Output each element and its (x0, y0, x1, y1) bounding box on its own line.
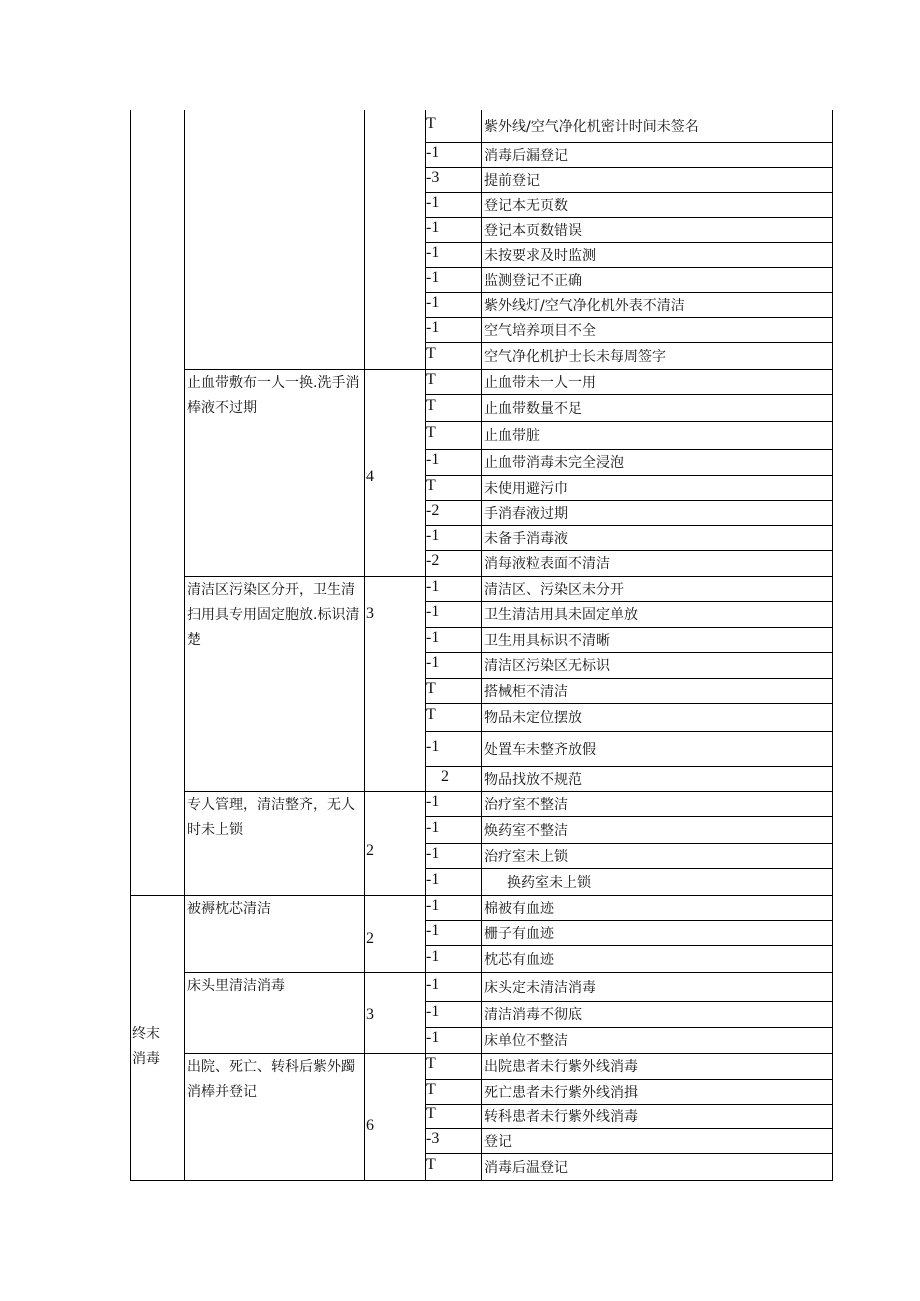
deduction-item: 床头定未清洁消毒 (484, 979, 596, 996)
deduction-score: T (426, 396, 436, 414)
row-divider (425, 1079, 833, 1080)
deduction-item: 止血带数量不足 (484, 400, 582, 417)
deduction-score: -1 (426, 318, 440, 336)
row-divider (425, 731, 833, 732)
row-divider (425, 192, 833, 193)
row-divider (425, 1153, 833, 1154)
deduction-score: T (426, 679, 436, 697)
deduction-item: 治疗室未上锁 (484, 848, 568, 865)
deduction-item: 空气培养项目不全 (484, 322, 596, 339)
deduction-score: -1 (426, 870, 440, 888)
criterion-divider (184, 1053, 426, 1054)
row-divider (425, 868, 833, 869)
row-divider (425, 1128, 833, 1129)
row-divider (425, 1104, 833, 1105)
column-border (184, 110, 185, 1181)
criterion-standard: 被褥枕芯清洁 (187, 901, 271, 917)
row-divider (425, 167, 833, 168)
deduction-item: 出院患者未行紫外线消毒 (484, 1059, 638, 1075)
deduction-item: 消毒后温登记 (484, 1159, 568, 1176)
deduction-score: -1 (426, 243, 440, 261)
criterion-standard: 床头里清洁消毒 (187, 978, 285, 994)
deduction-item: 清洁消毒不彻底 (484, 1007, 582, 1023)
deduction-item: 紫外线灯/空气净化机外表不清洁 (484, 297, 685, 314)
row-divider (425, 945, 833, 946)
deduction-score: -1 (426, 844, 440, 862)
deduction-score: -1 (426, 451, 440, 468)
row-divider (425, 449, 833, 450)
section-divider (130, 895, 185, 896)
deduction-item: 栅子有血迹 (484, 925, 554, 942)
category-label: 终末消毒 (132, 1025, 160, 1067)
criterion-divider (184, 972, 426, 973)
deduction-item: 登记本无页数 (484, 197, 568, 214)
deduction-score: -1 (426, 526, 440, 544)
deduction-score: T (426, 476, 436, 494)
row-divider (425, 920, 833, 921)
column-border (364, 110, 365, 1181)
deduction-item: 转科患者未行紫外线消毒 (484, 1109, 638, 1125)
row-divider (425, 576, 833, 577)
criterion-divider (184, 895, 426, 896)
deduction-item: 处置车未整齐放假 (484, 741, 596, 758)
deduction-score: -1 (426, 792, 440, 810)
deduction-score: T (426, 344, 436, 362)
criterion-points: 4 (366, 468, 374, 485)
row-divider (425, 652, 833, 653)
deduction-score: -1 (426, 947, 440, 965)
deduction-item: 监测登记不正确 (484, 272, 582, 289)
row-divider (425, 766, 833, 767)
deduction-score: -2 (426, 552, 440, 569)
deduction-score: -1 (426, 975, 440, 993)
deduction-item: 搭械柜不清洁 (484, 683, 568, 700)
deduction-score: -1 (426, 896, 440, 914)
criterion-points: 3 (366, 605, 374, 622)
row-divider (425, 394, 833, 395)
row-divider (425, 242, 833, 243)
row-divider (425, 1053, 833, 1054)
row-divider (425, 816, 833, 817)
deduction-score: -1 (426, 1003, 440, 1020)
criterion-points: 2 (366, 842, 374, 859)
deduction-score: -1 (426, 737, 440, 755)
criterion-points: 2 (366, 930, 374, 947)
deduction-item: 手消春液过期 (484, 505, 568, 522)
column-border (481, 110, 482, 1181)
row-divider (425, 895, 833, 896)
deduction-score: T (426, 706, 436, 723)
deduction-item: 未使用避污巾 (484, 480, 568, 497)
row-divider (425, 627, 833, 628)
deduction-score: T (426, 370, 436, 388)
deduction-score: -1 (426, 577, 440, 595)
row-divider (425, 1027, 833, 1028)
deduction-item: 清洁区、污染区未分开 (484, 581, 624, 598)
deduction-score: -1 (426, 654, 440, 671)
criterion-standard: 专人管理，清洁整齐，无人时未上锁 (187, 797, 355, 838)
row-divider (425, 267, 833, 268)
deduction-item: 提前登记 (484, 172, 540, 189)
row-divider (425, 550, 833, 551)
deduction-item: 物品找放不规范 (484, 771, 582, 788)
row-divider (425, 1001, 833, 1002)
deduction-item: 登记 (484, 1133, 512, 1150)
row-divider (425, 678, 833, 679)
deduction-score: T (426, 424, 436, 441)
deduction-score: -2 (426, 501, 440, 519)
deduction-item: 物品未定位摆放 (484, 710, 582, 726)
deduction-item: 止血带脏 (484, 428, 540, 444)
deduction-score: -1 (426, 218, 440, 236)
deduction-score: -1 (426, 268, 440, 286)
deduction-item: 床单位不整洁 (484, 1033, 568, 1049)
deduction-item: 止血带消毒未完全浸泡 (484, 455, 624, 471)
deduction-item: 空气净化机护士长未每周签字 (484, 348, 666, 365)
deduction-item: 消每液粒表面不清洁 (484, 556, 610, 572)
deduction-item: 止血带未一人一用 (484, 374, 596, 391)
deduction-item: 未按要求及时监测 (484, 247, 596, 264)
deduction-score: -1 (426, 921, 440, 939)
row-divider (425, 142, 833, 143)
deduction-item: 焕药室不整洁 (484, 822, 568, 839)
row-divider (425, 703, 833, 704)
criterion-divider (184, 369, 426, 370)
deduction-score: -1 (426, 143, 440, 161)
deduction-score: -3 (426, 168, 440, 186)
deduction-item: 登记本页数错误 (484, 222, 582, 239)
row-divider (425, 500, 833, 501)
row-divider (425, 217, 833, 218)
deduction-item: 消毒后漏登记 (484, 147, 568, 164)
deduction-item: 棉被有血迹 (484, 900, 554, 917)
deduction-score: -3 (426, 1129, 440, 1147)
row-divider (425, 791, 833, 792)
deduction-score: -1 (426, 193, 440, 211)
deduction-score: T (426, 1055, 436, 1072)
criterion-divider (184, 576, 426, 577)
deduction-item: 卫生用具标识不清晰 (484, 632, 610, 649)
deduction-item: 卫生清洁用具未固定单放 (484, 607, 638, 623)
criterion-points: 6 (366, 1117, 374, 1134)
deduction-item: 枕芯有血迹 (484, 951, 554, 968)
criterion-standard: 止血带敷布一人一换.洗手消棒液不过期 (187, 375, 360, 416)
deduction-item: 换药室未上锁 (507, 874, 591, 891)
deduction-score: T (426, 1080, 436, 1098)
deduction-score: -1 (426, 628, 440, 646)
row-divider (425, 843, 833, 844)
deduction-item: 紫外线/空气净化机密计时间未签名 (484, 119, 699, 135)
deduction-score: -1 (426, 818, 440, 836)
deduction-score: T (426, 1105, 436, 1122)
row-divider (425, 475, 833, 476)
criterion-divider (184, 791, 426, 792)
deduction-score: T (426, 115, 436, 132)
deduction-score: -1 (426, 1029, 440, 1046)
deduction-score: -1 (426, 603, 440, 620)
row-divider (425, 292, 833, 293)
row-divider (425, 421, 833, 422)
criterion-standard: 清洁区污染区分开，卫生清扫用具专用固定胞放.标识清楚 (187, 582, 360, 648)
deduction-score: T (426, 1155, 436, 1173)
row-divider (425, 317, 833, 318)
deduction-item: 死亡患者未行紫外线消揖 (484, 1084, 638, 1101)
row-divider (425, 601, 833, 602)
column-border (130, 110, 131, 1181)
deduction-score: 2 (441, 767, 449, 785)
row-divider (425, 342, 833, 343)
deduction-item: 未备手消毒液 (484, 530, 568, 547)
criterion-standard: 出院、死亡、转科后紫外躅消棒并登记 (187, 1059, 355, 1100)
deduction-item: 清洁区污染区无标识 (484, 658, 610, 674)
row-divider (425, 525, 833, 526)
deduction-item: 治疗室不整洁 (484, 796, 568, 813)
column-border (832, 110, 833, 1181)
criterion-points: 3 (366, 1006, 374, 1023)
table-bottom-border (130, 1180, 833, 1181)
row-divider (425, 972, 833, 973)
row-divider (425, 369, 833, 370)
deduction-score: -1 (426, 293, 440, 311)
